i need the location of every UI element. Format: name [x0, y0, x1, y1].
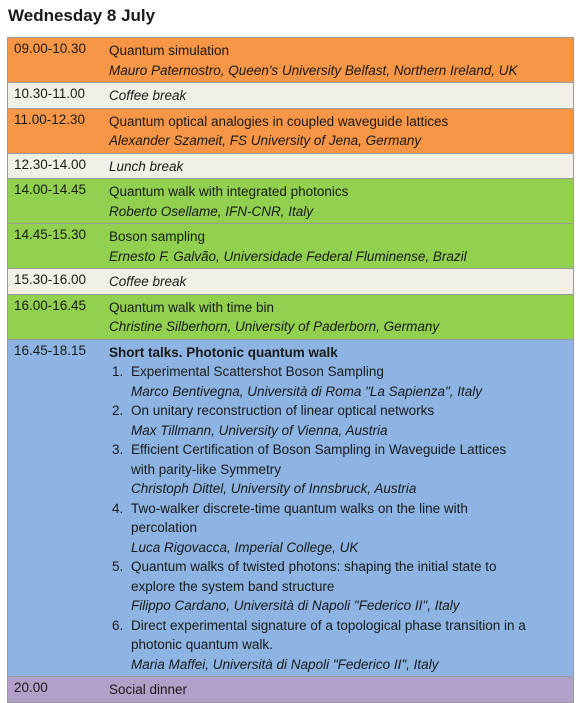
short-talks-list	[109, 362, 569, 674]
short-talk-item	[109, 440, 569, 499]
talk-title: Direct experimental signature of a topological phase transition in a	[131, 617, 526, 633]
talk-number: 1.	[112, 364, 124, 379]
session-row	[8, 677, 573, 703]
talk-speaker: Marco Bentivegna, Università di Roma "La Sapienza", Italy	[131, 383, 483, 399]
talk-number: 6.	[112, 617, 124, 633]
session-row	[8, 109, 573, 154]
talk-title-cont: photonic quantum walk.	[131, 637, 273, 652]
session-row	[8, 295, 573, 340]
session-title: Coffee break	[109, 274, 187, 289]
talk-number: 5.	[112, 559, 124, 574]
session-row-short-talks	[8, 340, 573, 678]
talk-number: 4.	[112, 500, 124, 516]
session-title: Quantum optical analogies in coupled waveguide lattices	[109, 113, 449, 129]
session-time: 14.00-14.45	[14, 182, 87, 197]
session-title: Coffee break	[109, 88, 187, 103]
session-speaker: Alexander Szameit, FS University of Jena, Germany	[109, 133, 422, 148]
session-time: 14.45-15.30	[14, 227, 87, 242]
talk-title: Experimental Scattershot Boson Sampling	[131, 364, 384, 379]
talk-title: On unitary reconstruction of linear optical networks	[131, 403, 435, 418]
session-title: Social dinner	[109, 682, 188, 697]
talk-title-cont: percolation	[131, 520, 198, 535]
session-row	[8, 83, 573, 109]
talk-speaker: Maria Maffei, Università di Napoli "Federico II", Italy	[131, 656, 439, 672]
session-time: 09.00-10.30	[14, 41, 87, 56]
session-title: Short talks. Photonic quantum walk	[109, 344, 338, 360]
talk-number: 3.	[112, 442, 124, 457]
short-talk-item	[109, 557, 569, 616]
session-speaker: Ernesto F. Galvão, Universidade Federal Fluminense, Brazil	[109, 248, 467, 264]
talk-title-cont: explore the system band structure	[131, 578, 335, 594]
talk-title: Efficient Certification of Boson Sampling in Waveguide Lattices	[131, 442, 507, 457]
short-talk-item	[109, 362, 569, 401]
talk-speaker: Filippo Cardano, Università di Napoli "Federico II", Italy	[131, 598, 460, 613]
short-talk-item	[109, 499, 569, 558]
session-row	[8, 179, 573, 224]
day-title: Wednesday 8 July	[8, 6, 156, 25]
talk-title: Quantum walks of twisted photons: shaping the initial state to	[131, 559, 497, 574]
session-title: Quantum walk with time bin	[109, 299, 275, 315]
session-title: Quantum simulation	[109, 43, 230, 58]
session-title: Boson sampling	[109, 229, 206, 244]
session-time: 20.00	[14, 680, 48, 695]
short-talk-item	[109, 616, 569, 675]
talk-number: 2.	[112, 403, 124, 418]
short-talk-item	[109, 401, 569, 440]
talk-title: Two-walker discrete-time quantum walks on the line with	[131, 500, 468, 516]
session-time: 16.00-16.45	[14, 297, 87, 313]
talk-speaker: Christoph Dittel, University of Innsbruck, Austria	[131, 481, 417, 496]
schedule-table	[7, 37, 574, 703]
session-row	[8, 224, 573, 269]
session-time: 11.00-12.30	[14, 111, 86, 127]
talk-speaker: Max Tillmann, University of Vienna, Austria	[131, 422, 388, 438]
session-time: 12.30-14.00	[14, 156, 87, 172]
session-row	[8, 269, 573, 295]
session-time: 10.30-11.00	[14, 86, 86, 101]
session-speaker: Roberto Osellame, IFN-CNR, Italy	[109, 203, 314, 219]
session-title: Lunch break	[109, 158, 184, 174]
session-speaker: Mauro Paternostro, Queen's University Belfast, Northern Ireland, UK	[109, 62, 518, 78]
talk-title-cont: with parity-like Symmetry	[131, 461, 282, 477]
session-row	[8, 38, 573, 83]
session-time: 16.45-18.15	[14, 342, 87, 358]
session-speaker: Christine Silberhorn, University of Paderborn, Germany	[109, 319, 440, 334]
session-time: 15.30-16.00	[14, 272, 87, 287]
talk-speaker: Luca Rigovacca, Imperial College, UK	[131, 539, 359, 555]
session-title: Quantum walk with integrated photonics	[109, 184, 349, 199]
session-row	[8, 154, 573, 180]
